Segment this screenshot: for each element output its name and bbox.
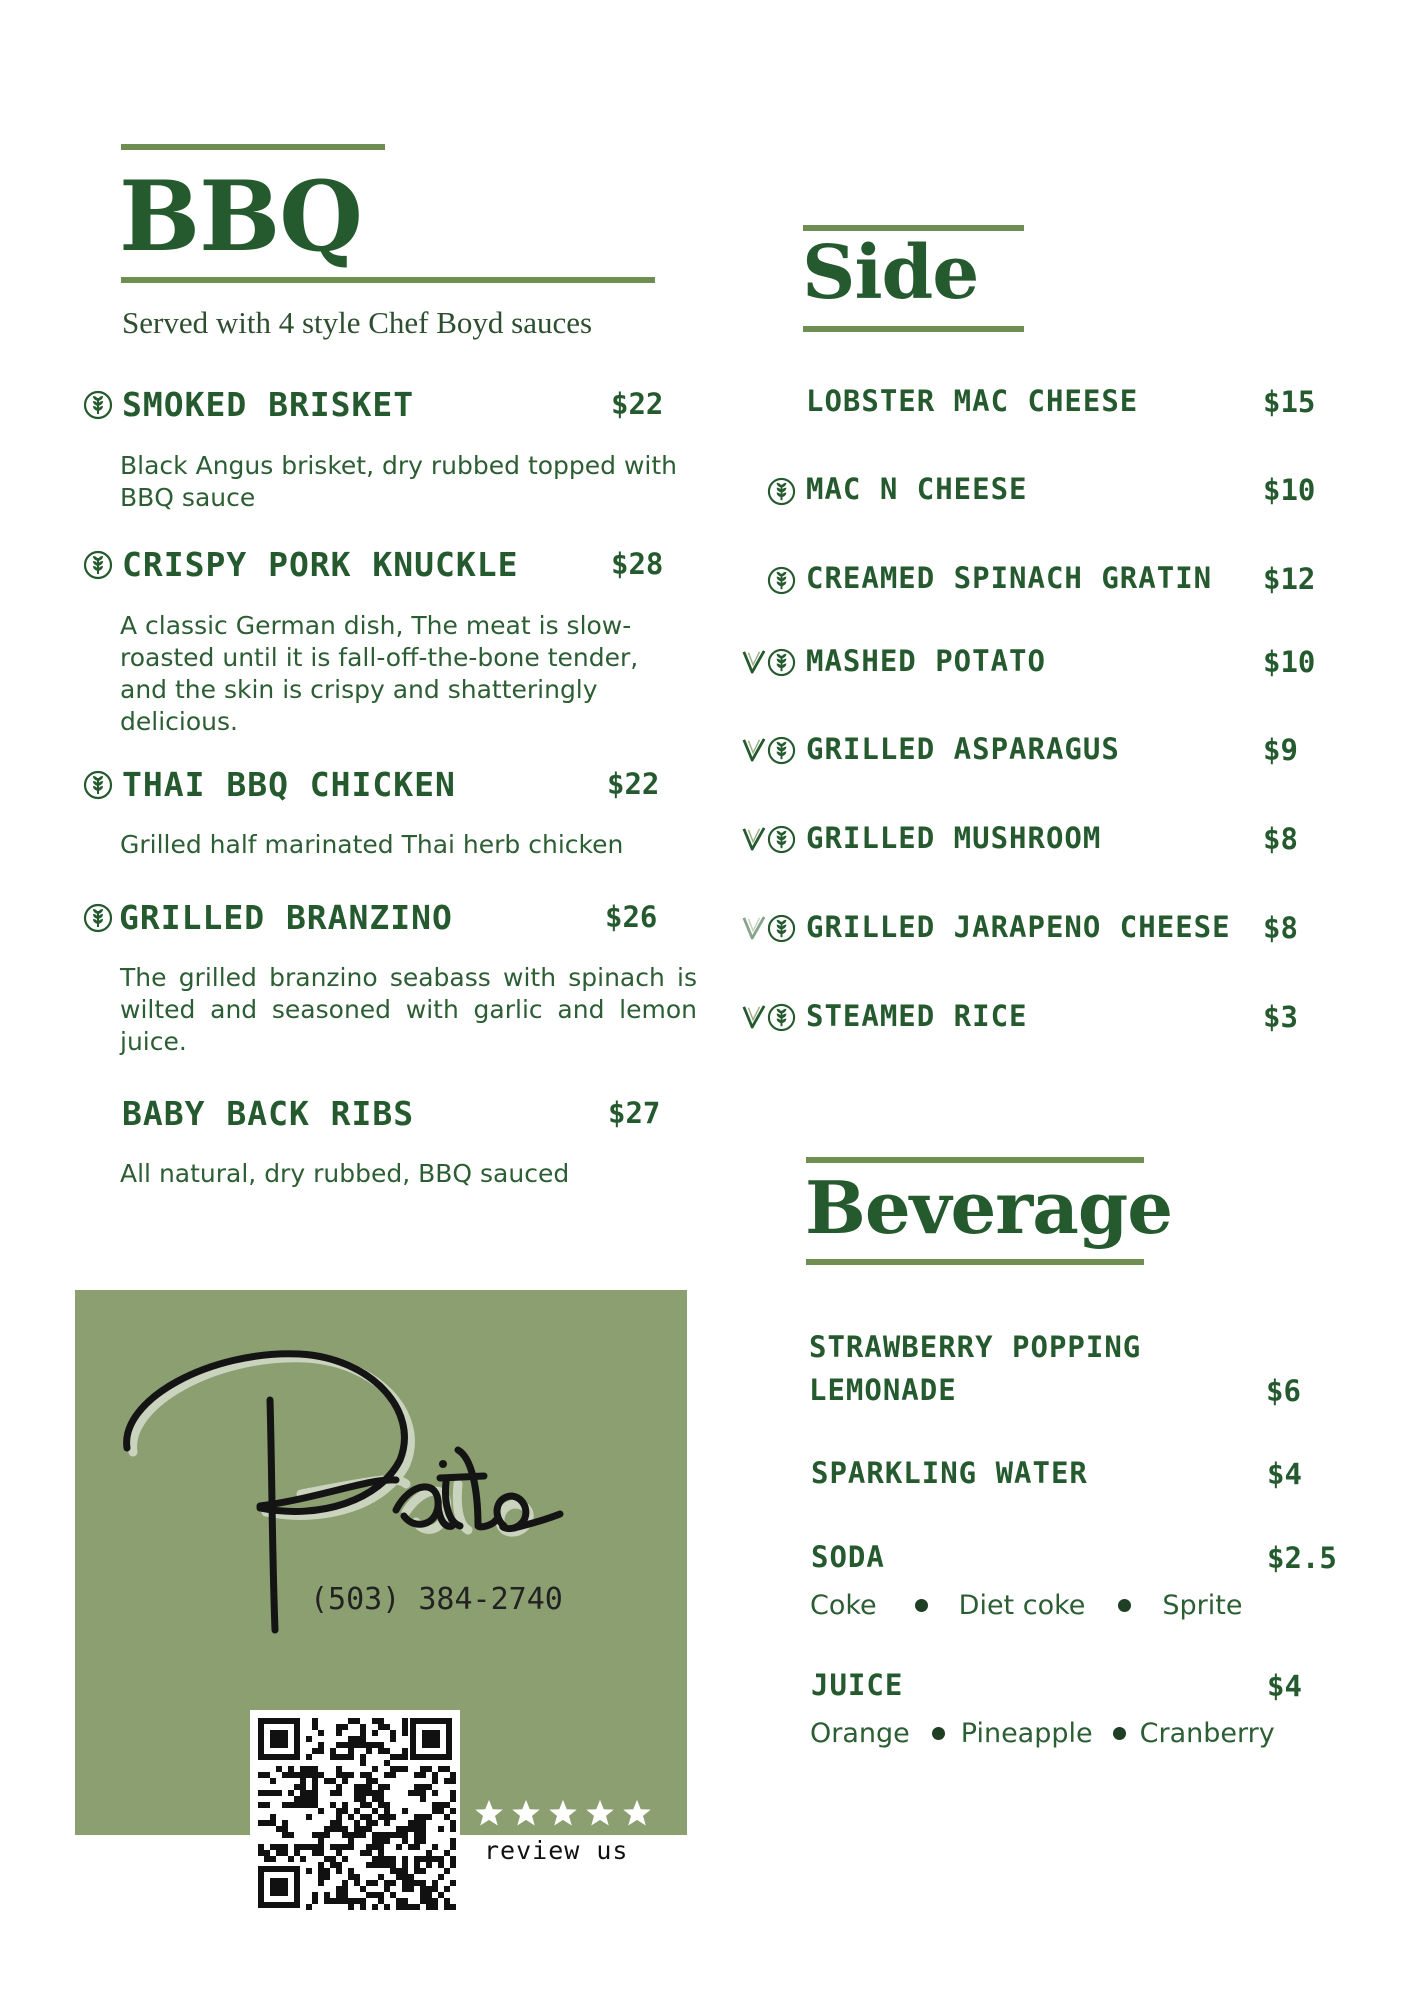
side-item-name: GRILLED MUSHROOM	[806, 821, 1102, 855]
bbq-item-description: Black Angus brisket, dry rubbed topped with BBQ sauce	[120, 451, 678, 512]
wheat-icon	[767, 566, 796, 595]
wheat-icon	[83, 903, 113, 933]
beverage-item-name: STRAWBERRY POPPING	[809, 1330, 1142, 1364]
beverage-item-price: $2.5	[1267, 1541, 1337, 1575]
side-item-price: $10	[1263, 645, 1316, 679]
bullet-dot	[915, 1599, 928, 1612]
bullet-dot	[1118, 1599, 1131, 1612]
soda-option: Coke	[810, 1590, 877, 1621]
wheat-icon	[767, 1003, 796, 1032]
juice-options	[810, 1718, 1275, 1749]
vegan-v-icon	[742, 648, 766, 676]
juice-option: Cranberry	[1139, 1718, 1275, 1749]
side-item-price: $15	[1263, 385, 1316, 419]
wheat-icon	[767, 914, 796, 943]
beverage-item-name: JUICE	[811, 1668, 904, 1702]
wheat-icon	[83, 770, 113, 800]
bbq-top-rule	[121, 144, 385, 150]
wheat-icon	[767, 736, 796, 765]
side-item-name: STEAMED RICE	[806, 999, 1028, 1033]
bullet-dot	[1113, 1727, 1126, 1740]
vegan-v-icon	[742, 1003, 766, 1031]
wheat-icon	[83, 550, 113, 580]
bbq-title: BBQ	[119, 160, 362, 273]
bbq-item-description: All natural, dry rubbed, BBQ sauced	[120, 1159, 570, 1188]
side-item-price: $8	[1263, 911, 1298, 945]
side-item-name: MAC N CHEESE	[806, 472, 1028, 506]
beverage-bottom-rule	[806, 1259, 1144, 1265]
bbq-item-price: $28	[611, 547, 664, 581]
bbq-item-price: $22	[611, 387, 664, 421]
bbq-item-name: SMOKED BRISKET	[122, 385, 415, 424]
vegan-v-icon	[742, 914, 766, 942]
phone-number: (503) 384-2740	[310, 1582, 563, 1617]
vegan-v-icon	[742, 825, 766, 853]
beverage-top-rule	[806, 1157, 1144, 1163]
soda-options	[810, 1590, 1242, 1621]
side-item-name: GRILLED JARAPENO CHEESE	[806, 910, 1231, 944]
bbq-subtitle: Served with 4 style Chef Boyd sauces	[122, 305, 593, 340]
side-item-price: $12	[1263, 562, 1316, 596]
wheat-icon	[767, 477, 796, 506]
bbq-item-name: CRISPY PORK KNUCKLE	[122, 545, 519, 584]
star-icon	[585, 1798, 615, 1828]
bbq-item-name: GRILLED BRANZINO	[119, 898, 453, 937]
wheat-icon	[83, 390, 113, 420]
beverage-item-name-line2: LEMONADE	[809, 1373, 957, 1407]
bbq-bottom-rule	[121, 277, 655, 283]
bbq-item-description: A classic German dish, The meat is slow-roasted until it is fall-off-the-bone tender, and the skin is crispy and shatteringly delicious.	[120, 611, 639, 736]
star-icon	[511, 1798, 541, 1828]
side-item-price: $8	[1263, 822, 1298, 856]
vegan-v-icon	[742, 736, 766, 764]
side-item-price: $3	[1263, 1000, 1298, 1034]
juice-option: Pineapple	[960, 1718, 1093, 1749]
bullet-dot	[932, 1727, 945, 1740]
star-rating	[474, 1798, 652, 1828]
soda-option: Diet coke	[958, 1590, 1086, 1621]
bbq-item-name: BABY BACK RIBS	[122, 1094, 415, 1133]
bbq-item-price: $26	[605, 900, 658, 934]
side-item-name: GRILLED ASPARAGUS	[806, 732, 1120, 766]
beverage-item-price: $6	[1266, 1374, 1301, 1408]
juice-option: Orange	[810, 1718, 910, 1749]
beverage-item-price: $4	[1267, 1457, 1302, 1491]
side-item-name: CREAMED SPINACH GRATIN	[806, 561, 1213, 595]
star-icon	[548, 1798, 578, 1828]
star-icon	[474, 1798, 504, 1828]
side-title: Side	[802, 230, 979, 316]
beverage-item-name: SPARKLING WATER	[811, 1456, 1088, 1490]
side-item-name: MASHED POTATO	[806, 644, 1046, 678]
beverage-item-name: SODA	[811, 1540, 885, 1574]
review-us-label[interactable]: review us	[484, 1836, 629, 1865]
soda-option: Sprite	[1162, 1590, 1243, 1621]
bbq-item-description: The grilled branzino seabass with spinach is wilted and seasoned with garlic and lemon juice.	[120, 963, 697, 1056]
side-bottom-rule	[803, 326, 1024, 332]
qr-code-image[interactable]	[250, 1710, 460, 1916]
bbq-item-price: $27	[608, 1096, 661, 1130]
bbq-item-description: Grilled half marinated Thai herb chicken	[120, 830, 624, 859]
side-item-name: LOBSTER MAC CHEESE	[806, 384, 1139, 418]
side-item-price: $9	[1263, 733, 1298, 767]
side-item-price: $10	[1263, 473, 1316, 507]
bbq-item-price: $22	[607, 767, 660, 801]
star-icon	[622, 1798, 652, 1828]
bbq-item-name: THAI BBQ CHICKEN	[122, 765, 456, 804]
beverage-item-price: $4	[1267, 1669, 1302, 1703]
beverage-title: Beverage	[805, 1165, 1173, 1250]
wheat-icon	[767, 825, 796, 854]
wheat-icon	[767, 648, 796, 677]
